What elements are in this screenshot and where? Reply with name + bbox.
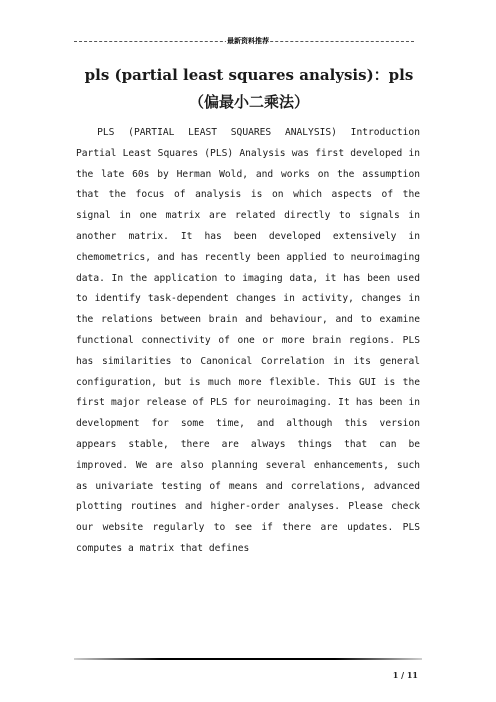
body-paragraph: PLS (PARTIAL LEAST SQUARES ANALYSIS) Introduction Partial Least Squares (PLS) Analysis was first developed in the late 60s by Herman Wold, and works on the assumption that the focus of analysis is on which aspects of the signal in one matrix are related directly to signals in another matrix. It has been developed extensively in chemometrics, and has recently been applied to neuroimaging data. In the application to imaging data, it has been used to identify task-dependent changes in activity, changes in the relations between brain and behaviour, and to examine functional connectivity of one or more brain regions. PLS has similarities to Canonical Correlation in its general configuration, but is much more flexible. This GUI is the first major release of PLS for neuroimaging. It has been in development for some time, and although this version appears stable, there are always things that can be improved. We are also planning several enhancements, such as univariate testing of means and correlations, advanced plotting routines and higher-order analyses. Please check our website regularly to see if there are updates. PLS computes a matrix that defines [76, 127, 420, 554]
page-number: 1 / 11 [392, 670, 418, 680]
header-label: 最新资料推荐 [227, 37, 269, 45]
footer-divider [74, 658, 422, 660]
document-title: pls (partial least squares analysis)：pls（偏最小二乘法） [84, 66, 414, 111]
